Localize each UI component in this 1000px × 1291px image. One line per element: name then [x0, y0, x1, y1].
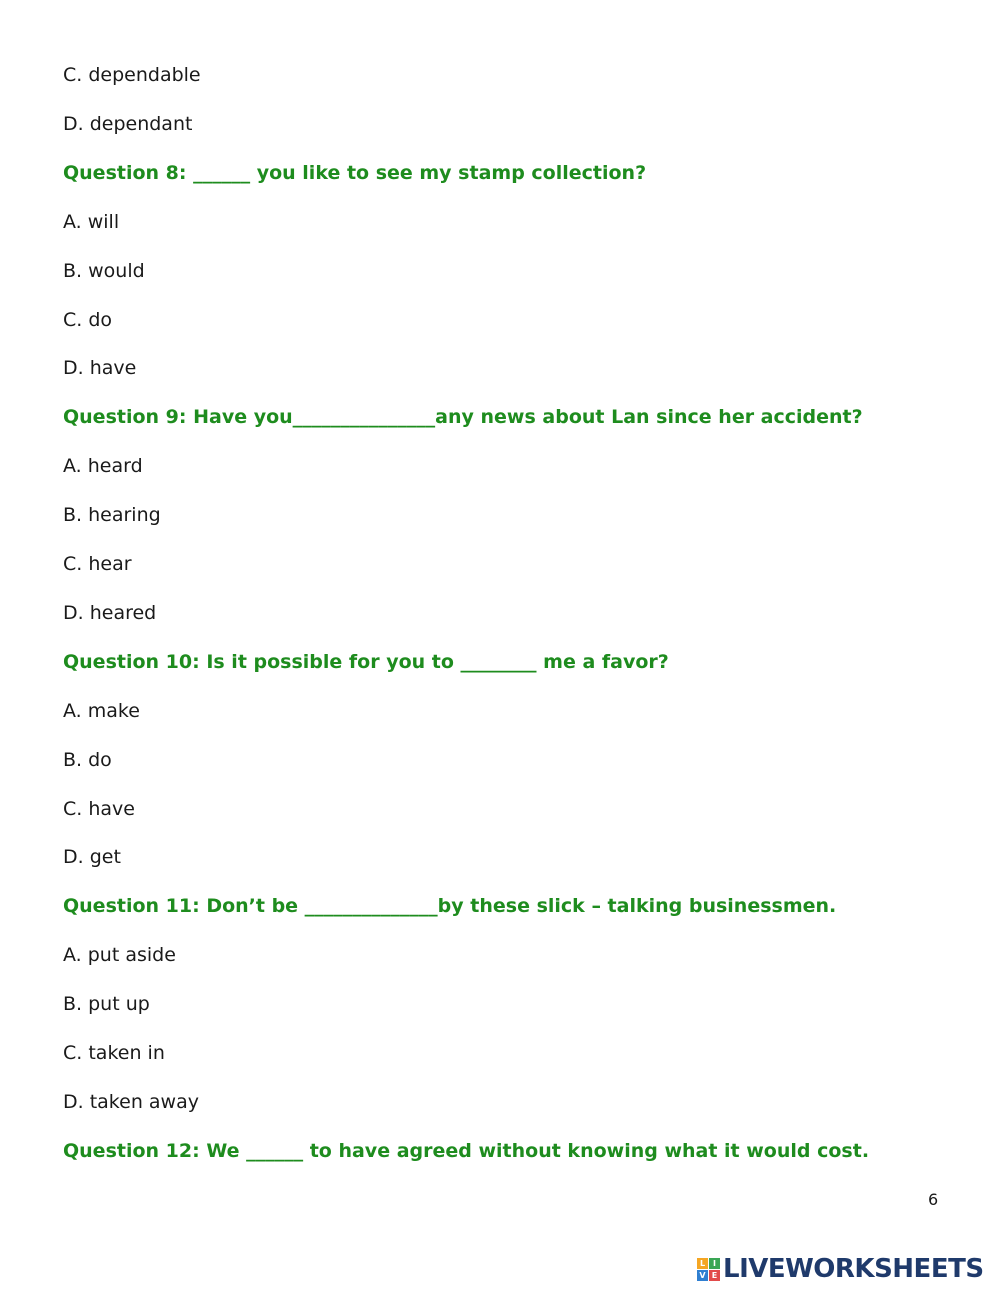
answer-option: C. taken in: [63, 1042, 165, 1064]
answer-option: B. put up: [63, 993, 150, 1016]
logo-letter: V: [697, 1270, 708, 1281]
answer-option: B. would: [63, 259, 145, 282]
question-text: Question 8: ______ you like to see my stamp collection?: [63, 161, 647, 184]
logo-letter: E: [709, 1270, 720, 1281]
answer-option: A. heard: [63, 455, 143, 478]
logo-letter: I: [709, 1258, 720, 1269]
answer-option: C. do: [63, 308, 113, 331]
answer-option: A. will: [63, 210, 120, 233]
liveworksheets-logo: [697, 1254, 984, 1284]
logo-letter: L: [697, 1258, 708, 1269]
page-number: 6: [928, 1190, 939, 1209]
answer-option: C. have: [63, 797, 135, 820]
answer-option: D. dependant: [63, 112, 193, 135]
answer-option: B. hearing: [63, 504, 161, 527]
question-text: Question 12: We ______ to have agreed without knowing what it would cost.: [63, 1139, 870, 1162]
answer-option: B. do: [63, 748, 112, 771]
question-text: Question 10: Is it possible for you to ________ me a favor?: [63, 650, 669, 673]
logo-text: LIVEWORKSHEETS: [723, 1254, 984, 1284]
answer-option: C. dependable: [63, 64, 201, 86]
answer-option: D. get: [63, 846, 121, 869]
answer-option: D. have: [63, 357, 137, 380]
answer-option: D. heared: [63, 601, 157, 624]
answer-option: A. put aside: [63, 944, 176, 967]
question-text: Question 9: Have you_______________any news about Lan since her accident?: [63, 406, 863, 429]
answer-option: A. make: [63, 699, 140, 722]
answer-option: D. taken away: [63, 1090, 199, 1113]
question-text: Question 11: Don’t be ______________by these slick – talking businessmen.: [63, 895, 837, 918]
answer-option: C. hear: [63, 553, 132, 575]
logo-mark-icon: [697, 1258, 720, 1281]
